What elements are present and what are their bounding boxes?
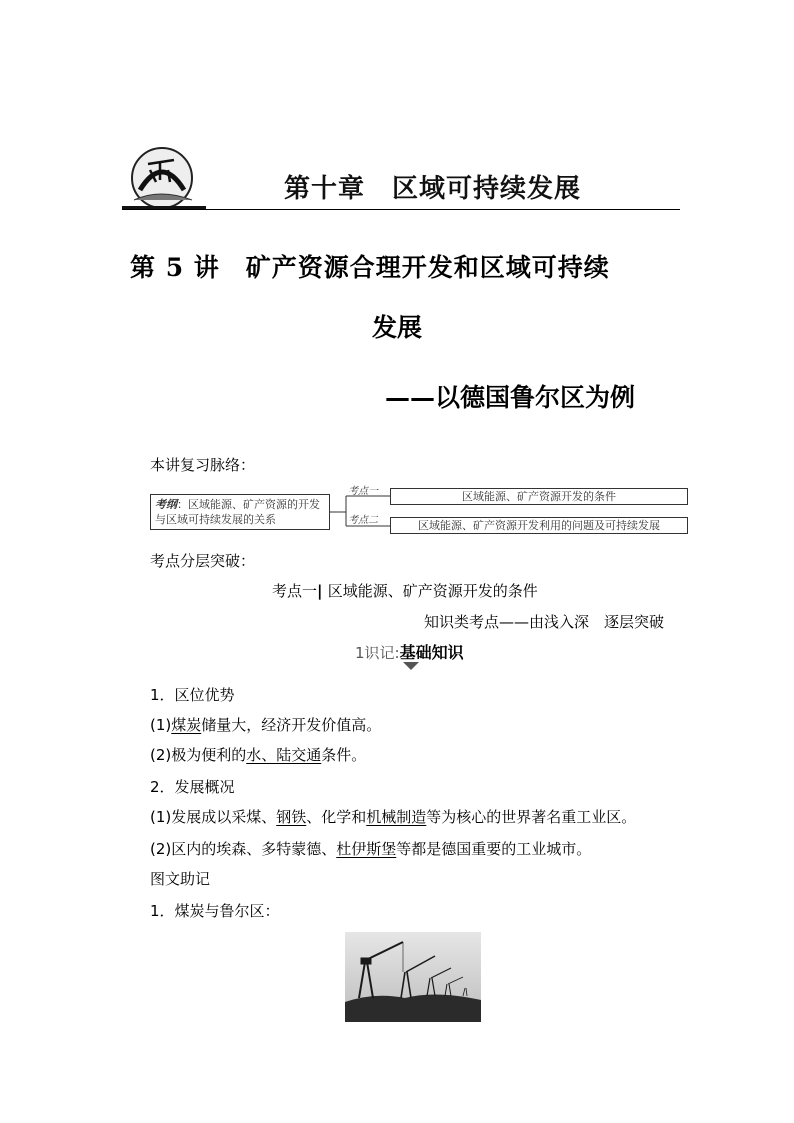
answer-duisburg: 杜伊斯堡 (336, 840, 397, 858)
outline-kp1-box: 区域能源、矿产资源开发的条件 (390, 488, 688, 505)
banner-text: 基础知识 (399, 643, 464, 662)
outline-diagram (150, 480, 695, 540)
section-2-item-1: (1)发展成以采煤、钢铁、化学和机械制造等为核心的世界著名重工业区。 (150, 808, 637, 826)
memory-aid-item-1: 1．煤炭与鲁尔区： (150, 902, 280, 920)
outline-kp2-box: 区域能源、矿产资源开发利用的问题及可持续发展 (390, 517, 688, 534)
banner-arrow-icon (403, 662, 419, 670)
outline-kp2-tag: 考点二 (348, 515, 378, 526)
chapter-logo-icon (120, 140, 210, 220)
section-1-item-2: (2)极为便利的水、陆交通条件。 (150, 746, 367, 764)
section-2-item-2: (2)区内的埃森、多特蒙德、杜伊斯堡等都是德国重要的工业城市。 (150, 840, 592, 858)
kp-title: 区域能源、矿产资源开发的条件 (327, 582, 538, 600)
lecture-subtitle: ——以德国鲁尔区为例 (385, 383, 636, 412)
memory-aid-title: 图文助记 (150, 870, 211, 888)
outline-root-tag: 考纲 (155, 498, 177, 511)
section-1-title: 1．区位优势 (150, 686, 235, 704)
chapter-rule (122, 209, 680, 210)
answer-machinery: 机械制造 (366, 808, 427, 826)
answer-steel: 钢铁 (276, 808, 307, 826)
outline-kp1-tag: 考点一 (348, 486, 378, 497)
knowledge-banner (355, 640, 475, 670)
section-1-item-1: (1)煤炭储量大，经济开发价值高。 (150, 716, 382, 734)
method-note: 知识类考点——由浅入深 逐层突破 (424, 613, 665, 631)
kp-heading: 考点一| 区域能源、矿产资源开发的条件 (272, 582, 538, 600)
outline-root-text-2: 与区域可持续发展的关系 (155, 513, 276, 526)
outline-heading: 本讲复习脉络： (150, 456, 256, 474)
outline-root-box: 考纲：区域能源、矿产资源的开发 与区域可持续发展的关系 (150, 494, 330, 530)
chapter-title: 第十章 区域可持续发展 (284, 174, 582, 204)
answer-transport: 水、陆交通 (246, 746, 322, 764)
section-2-title: 2．发展概况 (150, 778, 235, 796)
outline-root-text-1: 区域能源、矿产资源的开发 (188, 498, 320, 511)
lecture-title: 第 5 讲 矿产资源合理开发和区域可持续 (130, 253, 610, 282)
kp-label: 考点一 (272, 582, 318, 600)
breakthrough-heading: 考点分层突破： (150, 552, 256, 570)
lecture-title-continued: 发展 (371, 313, 422, 342)
cranes-photo (345, 932, 481, 1022)
answer-coal: 煤炭 (171, 716, 202, 734)
banner-number: 1识记: (355, 644, 400, 662)
